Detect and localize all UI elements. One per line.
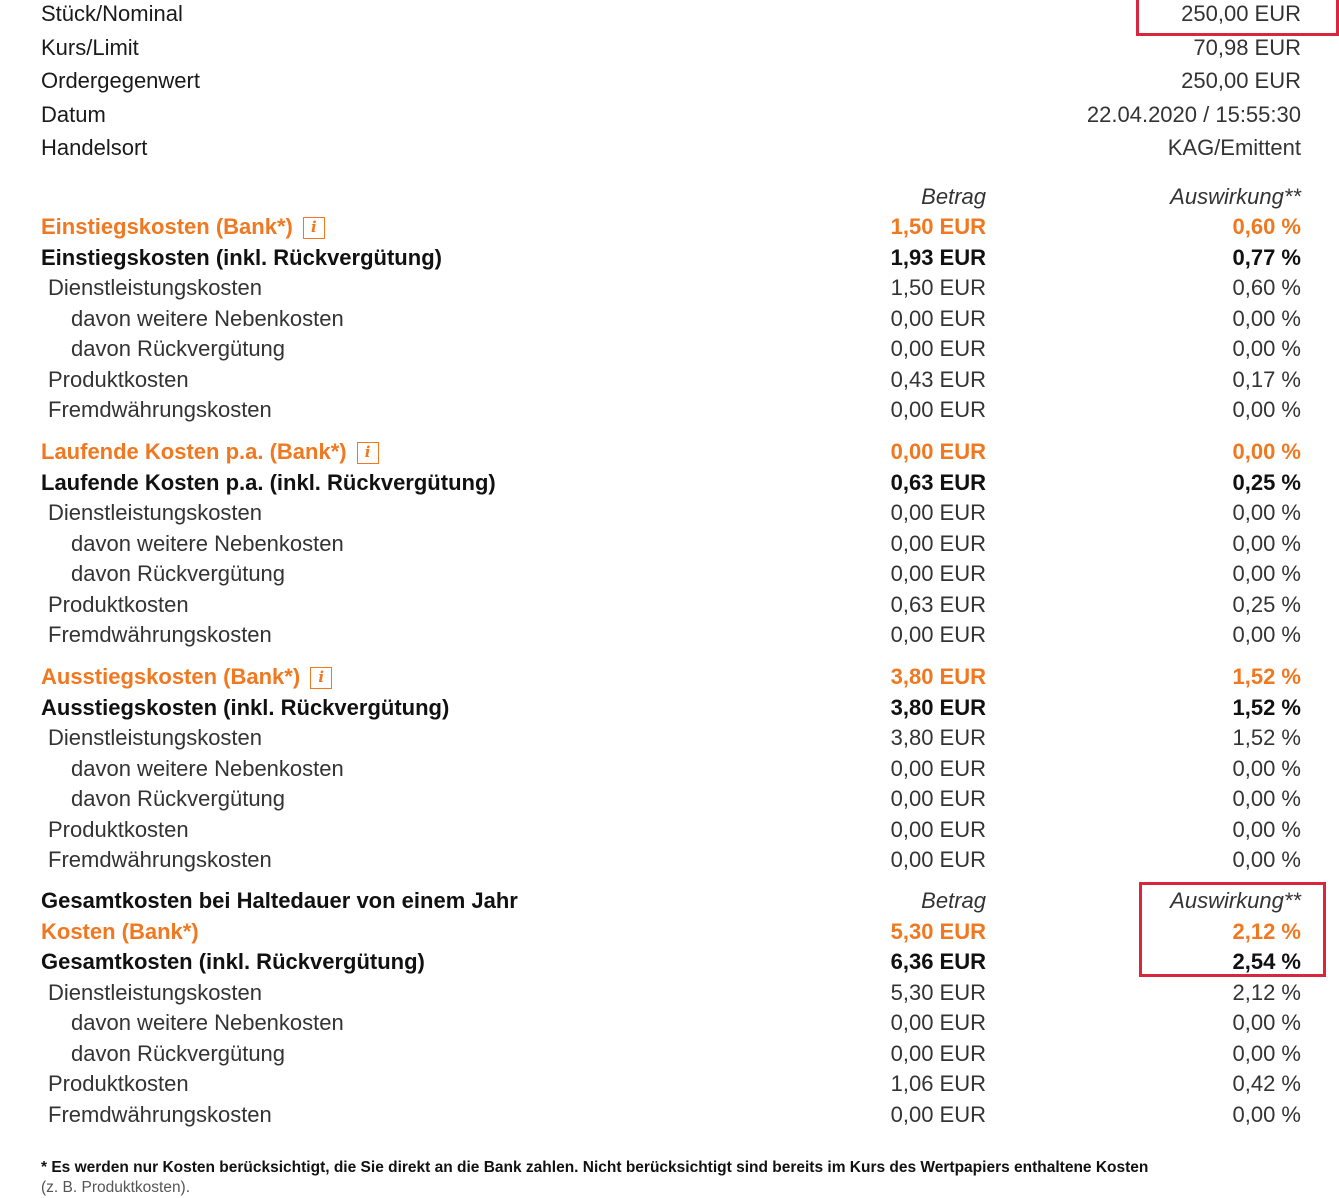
percent: 0,17 %	[1232, 367, 1301, 392]
amount: 0,00 EUR	[890, 622, 986, 647]
section-total-row	[41, 244, 1301, 274]
table-row	[41, 366, 1301, 396]
percent: 0,25 %	[1232, 592, 1301, 617]
row-label: davon weitere Nebenkosten	[71, 531, 344, 556]
column-header-impact: Auswirkung**	[1170, 888, 1301, 913]
table-row	[41, 785, 1301, 815]
section-bank-label: Einstiegskosten (Bank*)	[41, 214, 293, 239]
column-header-row	[41, 183, 1301, 213]
percent: 0,00 %	[1232, 1010, 1301, 1035]
amount: 1,50 EUR	[890, 214, 986, 239]
header-row-order-value	[41, 67, 1301, 101]
section-total-label: Laufende Kosten p.a. (inkl. Rückvergütung)	[41, 470, 496, 495]
percent: 0,00 %	[1232, 756, 1301, 781]
percent: 0,00 %	[1232, 397, 1301, 422]
section-bank-row-exit	[41, 663, 1301, 693]
amount: 0,00 EUR	[890, 756, 986, 781]
header-value: 250,00 EUR	[1181, 1, 1301, 26]
header-label: Handelsort	[41, 135, 148, 160]
amount: 0,00 EUR	[890, 786, 986, 811]
section-bank-row-running	[41, 438, 1301, 468]
percent: 1,52 %	[1232, 664, 1301, 689]
summary-bank-row	[41, 918, 1301, 948]
section-bank-label: Laufende Kosten p.a. (Bank*)	[41, 439, 347, 464]
percent: 0,00 %	[1232, 561, 1301, 586]
column-header-amount: Betrag	[921, 888, 986, 913]
amount: 0,00 EUR	[890, 817, 986, 842]
amount: 6,36 EUR	[890, 949, 986, 974]
row-label: davon Rückvergütung	[71, 1041, 286, 1066]
table-row	[41, 621, 1301, 651]
row-label: Produktkosten	[48, 367, 189, 392]
table-row	[41, 755, 1301, 785]
amount: 0,00 EUR	[890, 1010, 986, 1035]
amount: 0,63 EUR	[890, 470, 986, 495]
info-icon[interactable]: i	[357, 442, 379, 464]
row-label: Fremdwährungskosten	[48, 1102, 272, 1127]
table-row	[41, 1040, 1301, 1070]
header-label: Stück/Nominal	[41, 1, 183, 26]
table-row	[41, 335, 1301, 365]
percent: 0,00 %	[1232, 817, 1301, 842]
percent: 0,00 %	[1232, 786, 1301, 811]
amount: 3,80 EUR	[890, 725, 986, 750]
row-label: Produktkosten	[48, 1071, 189, 1096]
percent: 0,00 %	[1232, 336, 1301, 361]
header-row-price	[41, 34, 1301, 68]
row-label: davon weitere Nebenkosten	[71, 306, 344, 331]
header-label: Kurs/Limit	[41, 35, 139, 60]
percent: 0,42 %	[1232, 1071, 1301, 1096]
table-row	[41, 1101, 1301, 1131]
amount: 0,43 EUR	[890, 367, 986, 392]
row-label: Produktkosten	[48, 817, 189, 842]
header-row-venue	[41, 134, 1301, 168]
summary-total-label: Gesamtkosten (inkl. Rückvergütung)	[41, 949, 425, 974]
section-total-label: Ausstiegskosten (inkl. Rückvergütung)	[41, 695, 450, 720]
column-header-amount: Betrag	[921, 184, 986, 209]
table-row	[41, 816, 1301, 846]
highlight-box-quantity	[1136, 0, 1339, 36]
percent: 0,00 %	[1232, 1041, 1301, 1066]
section-total-row	[41, 694, 1301, 724]
amount: 0,00 EUR	[890, 397, 986, 422]
header-label: Datum	[41, 102, 106, 127]
row-label: Dienstleistungskosten	[48, 725, 263, 750]
amount: 0,00 EUR	[890, 1041, 986, 1066]
section-bank-label: Ausstiegskosten (Bank*)	[41, 664, 301, 689]
info-icon[interactable]: i	[303, 217, 325, 239]
row-label: Dienstleistungskosten	[48, 980, 263, 1005]
amount: 3,80 EUR	[890, 664, 986, 689]
summary-heading: Gesamtkosten bei Haltedauer von einem Jahr	[41, 888, 518, 913]
amount: 1,50 EUR	[890, 275, 986, 300]
percent: 0,00 %	[1232, 622, 1301, 647]
percent: 0,00 %	[1232, 531, 1301, 556]
table-row	[41, 305, 1301, 335]
highlight-box-total-impact	[1139, 882, 1326, 977]
table-row	[41, 1070, 1301, 1100]
percent: 0,00 %	[1232, 306, 1301, 331]
row-label: Fremdwährungskosten	[48, 622, 272, 647]
percent: 0,60 %	[1232, 275, 1301, 300]
table-row	[41, 846, 1301, 876]
table-row	[41, 396, 1301, 426]
amount: 0,00 EUR	[890, 561, 986, 586]
header-row-date	[41, 101, 1301, 135]
amount: 0,63 EUR	[890, 592, 986, 617]
percent: 0,00 %	[1232, 847, 1301, 872]
row-label: davon Rückvergütung	[71, 786, 286, 811]
footnote: * Es werden nur Kosten berücksichtigt, die Sie direkt an die Bank zahlen. Nicht berücksichtigt sind bereits im Kurs des Wertpapiers enthaltene Kosten	[41, 1159, 1149, 1176]
amount: 5,30 EUR	[890, 980, 986, 1005]
section-total-label: Einstiegskosten (inkl. Rückvergütung)	[41, 245, 442, 270]
percent: 2,12 %	[1232, 919, 1301, 944]
summary-heading-row	[41, 887, 1301, 917]
row-label: davon Rückvergütung	[71, 561, 286, 586]
amount: 0,00 EUR	[890, 847, 986, 872]
amount: 0,00 EUR	[890, 336, 986, 361]
amount: 0,00 EUR	[890, 531, 986, 556]
percent: 0,60 %	[1232, 214, 1301, 239]
info-icon[interactable]: i	[310, 667, 332, 689]
section-total-row	[41, 469, 1301, 499]
section-bank-row-entry	[41, 213, 1301, 243]
percent: 1,52 %	[1232, 695, 1301, 720]
table-row	[41, 499, 1301, 529]
amount: 1,93 EUR	[890, 245, 986, 270]
percent: 0,00 %	[1232, 1102, 1301, 1127]
table-row	[41, 979, 1301, 1009]
table-row	[41, 274, 1301, 304]
row-label: Fremdwährungskosten	[48, 397, 272, 422]
percent: 2,54 %	[1232, 949, 1301, 974]
row-label: davon weitere Nebenkosten	[71, 1010, 344, 1035]
amount: 3,80 EUR	[890, 695, 986, 720]
amount: 5,30 EUR	[890, 919, 986, 944]
header-value: 70,98 EUR	[1193, 35, 1301, 60]
row-label: Produktkosten	[48, 592, 189, 617]
percent: 1,52 %	[1232, 725, 1301, 750]
table-row	[41, 591, 1301, 621]
amount: 0,00 EUR	[890, 439, 986, 464]
amount: 1,06 EUR	[890, 1071, 986, 1096]
column-header-impact: Auswirkung**	[1170, 184, 1301, 209]
footnote-continuation: (z. B. Produktkosten).	[41, 1179, 191, 1196]
header-value: 22.04.2020 / 15:55:30	[1086, 102, 1301, 127]
header-value: KAG/Emittent	[1167, 135, 1301, 160]
table-row	[41, 1009, 1301, 1039]
percent: 0,25 %	[1232, 470, 1301, 495]
row-label: Fremdwährungskosten	[48, 847, 272, 872]
amount: 0,00 EUR	[890, 306, 986, 331]
amount: 0,00 EUR	[890, 1102, 986, 1127]
summary-bank-label: Kosten (Bank*)	[41, 919, 199, 944]
header-value: 250,00 EUR	[1181, 68, 1301, 93]
percent: 2,12 %	[1232, 980, 1301, 1005]
table-row	[41, 724, 1301, 754]
percent: 0,00 %	[1232, 500, 1301, 525]
row-label: Dienstleistungskosten	[48, 500, 263, 525]
percent: 0,00 %	[1232, 439, 1301, 464]
table-row	[41, 560, 1301, 590]
table-row	[41, 530, 1301, 560]
summary-total-row	[41, 948, 1301, 978]
row-label: Dienstleistungskosten	[48, 275, 263, 300]
header-label: Ordergegenwert	[41, 68, 200, 93]
amount: 0,00 EUR	[890, 500, 986, 525]
percent: 0,77 %	[1232, 245, 1301, 270]
header-row-quantity	[41, 0, 1301, 34]
row-label: davon weitere Nebenkosten	[71, 756, 344, 781]
row-label: davon Rückvergütung	[71, 336, 286, 361]
